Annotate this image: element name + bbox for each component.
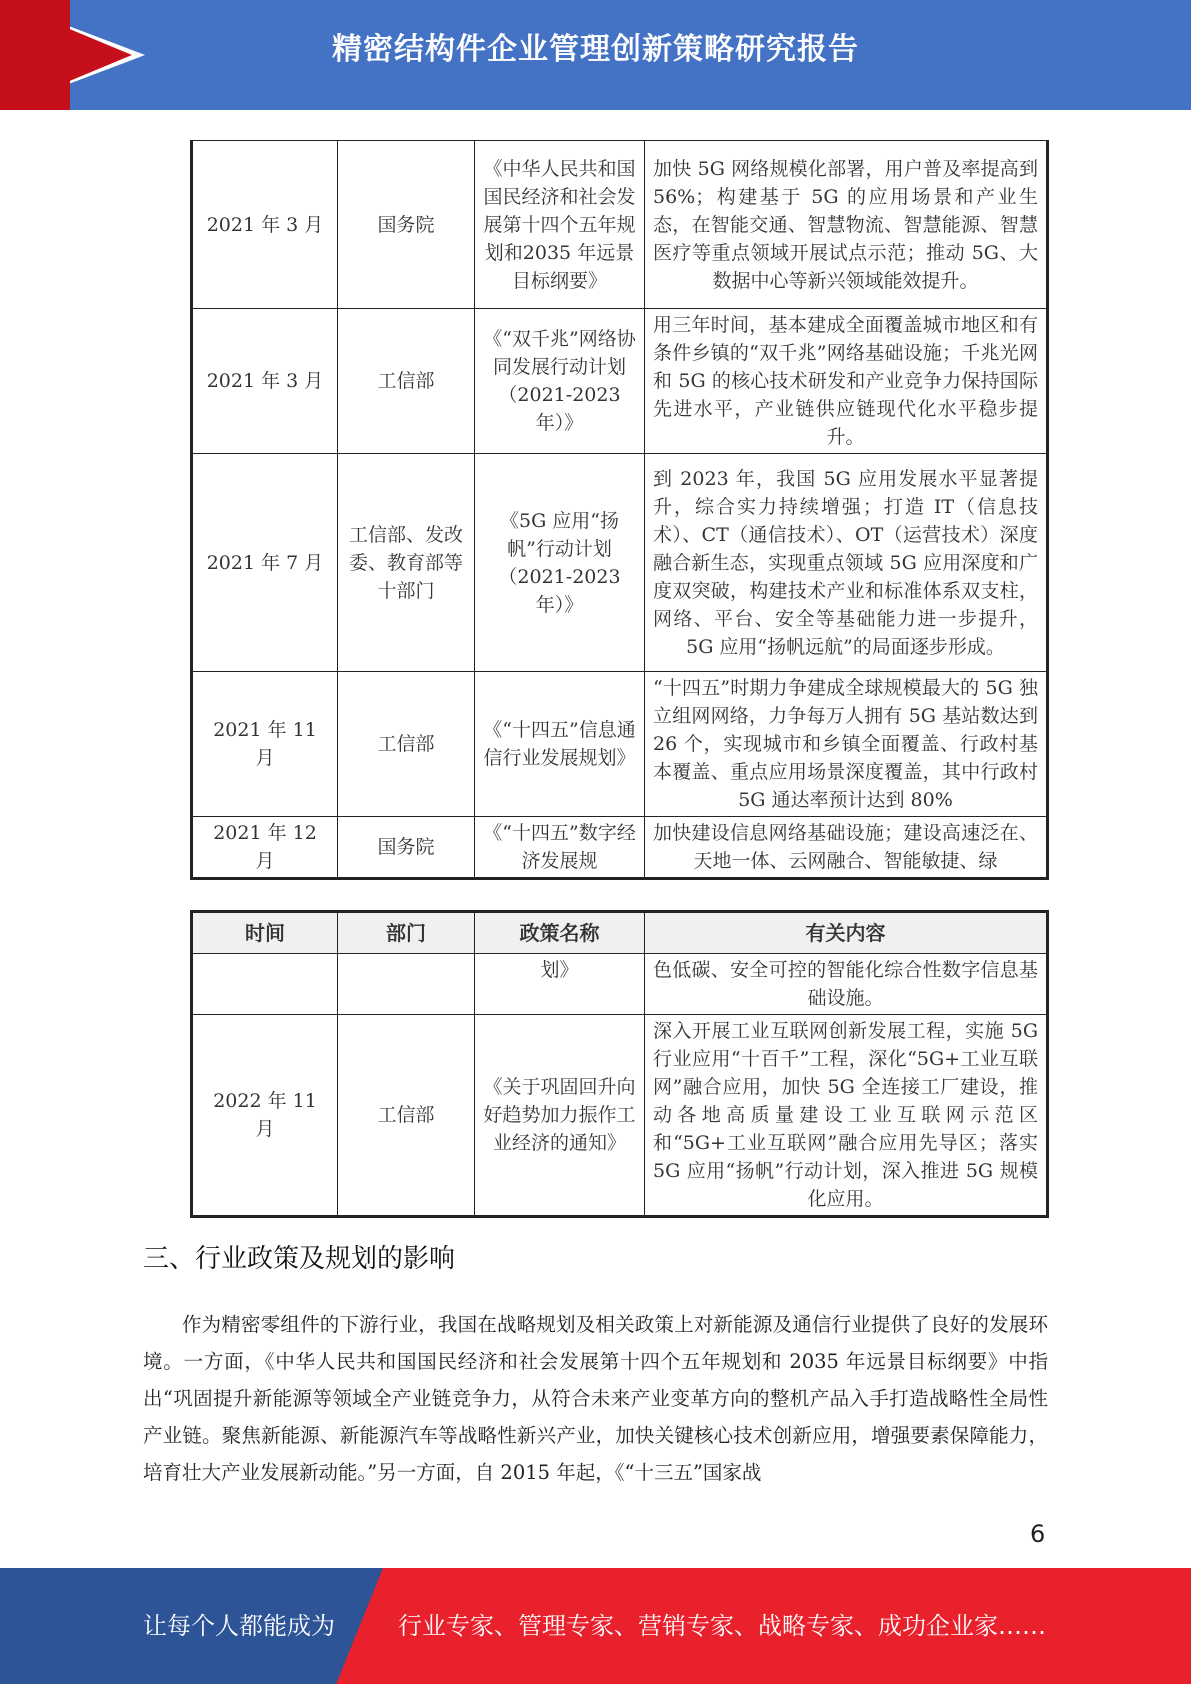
- cell-dept: 工信部: [338, 672, 475, 817]
- policy-table-next-page: [190, 910, 1049, 1218]
- table-row: [192, 141, 1048, 309]
- header-content: 有关内容: [645, 912, 1048, 954]
- cell-dept: 工信部: [338, 309, 475, 454]
- header-time: 时间: [192, 912, 338, 954]
- cell-policy: 《5G 应用“扬帆”行动计划（2021-2023年）》: [475, 454, 645, 672]
- table-header-row: [192, 912, 1048, 954]
- cell-time: 2022 年 11 月: [192, 1015, 338, 1217]
- page-number: 6: [1030, 1520, 1046, 1548]
- cell-time: 2021 年 11 月: [192, 672, 338, 817]
- body-paragraph: [143, 1306, 1048, 1491]
- cell-content: 加快 5G 网络规模化部署，用户普及率提高到 56%；构建基于 5G 的应用场景和产业生态，在智能交通、智慧物流、智慧能源、智慧医疗等重点领域开展试点示范；推动 5G、大数据中心等新兴领域能效提升。: [645, 141, 1048, 309]
- footer-slogan-left: 让每个人都能成为: [143, 1612, 335, 1640]
- page-footer: [0, 1568, 1191, 1684]
- table-row: [192, 309, 1048, 454]
- table-row: [192, 672, 1048, 817]
- table-row: [192, 954, 1048, 1015]
- cell-dept: 工信部: [338, 1015, 475, 1217]
- cell-time: 2021 年 7 月: [192, 454, 338, 672]
- table-row: [192, 817, 1048, 879]
- footer-slogan-right: 行业专家、管理专家、营销专家、战略专家、成功企业家……: [398, 1612, 1046, 1640]
- policy-table-continued: [190, 140, 1049, 880]
- cell-content: “十四五”时期力争建成全球规模最大的 5G 独立组网网络，力争每万人拥有 5G 基站数达到 26 个，实现城市和乡镇全面覆盖、行政村基本覆盖、重点应用场景深度覆盖，其中行政村 5G 通达率预计达到 80%: [645, 672, 1048, 817]
- cell-time: 2021 年 3 月: [192, 309, 338, 454]
- cell-time: [192, 954, 338, 1015]
- cell-policy: 划》: [475, 954, 645, 1015]
- page-header: [0, 0, 1191, 110]
- cell-content: 用三年时间，基本建成全面覆盖城市地区和有条件乡镇的“双千兆”网络基础设施；千兆光网和 5G 的核心技术研发和产业竞争力保持国际先进水平，产业链供应链现代化水平稳步提升。: [645, 309, 1048, 454]
- table-row: [192, 454, 1048, 672]
- header-dept: 部门: [338, 912, 475, 954]
- cell-policy: 《“十四五”信息通信行业发展规划》: [475, 672, 645, 817]
- cell-content: 加快建设信息网络基础设施；建设高速泛在、天地一体、云网融合、智能敏捷、绿: [645, 817, 1048, 879]
- cell-dept: [338, 954, 475, 1015]
- cell-dept: 国务院: [338, 817, 475, 879]
- cell-time: 2021 年 12 月: [192, 817, 338, 879]
- cell-dept: 工信部、发改委、教育部等十部门: [338, 454, 475, 672]
- header-title: 精密结构件企业管理创新策略研究报告: [332, 32, 859, 67]
- cell-content: 色低碳、安全可控的智能化综合性数字信息基础设施。: [645, 954, 1048, 1015]
- section-title: 三、行业政策及规划的影响: [143, 1244, 456, 1274]
- header-policy: 政策名称: [475, 912, 645, 954]
- cell-policy: 《“双千兆”网络协同发展行动计划（2021-2023年）》: [475, 309, 645, 454]
- cell-content: 到 2023 年，我国 5G 应用发展水平显著提升，综合实力持续增强；打造 IT（信息技术）、CT（通信技术）、OT（运营技术）深度融合新生态，实现重点领域 5G 应用深度和广度双突破，构建技术产业和标准体系双支柱，网络、平台、安全等基础能力进一步提升，5G 应用“扬帆远航”的局面逐步形成。: [645, 454, 1048, 672]
- cell-time: 2021 年 3 月: [192, 141, 338, 309]
- cell-dept: 国务院: [338, 141, 475, 309]
- cell-policy: 《中华人民共和国国民经济和社会发展第十四个五年规划和2035 年远景目标纲要》: [475, 141, 645, 309]
- paragraph-text: 作为精密零组件的下游行业，我国在战略规划及相关政策上对新能源及通信行业提供了良好的发展环境。一方面，《中华人民共和国国民经济和社会发展第十四个五年规划和 2035 年远景目标纲要》中指出“巩固提升新能源等领域全产业链竞争力，从符合未来产业变革方向的整机产品入手打造战略性全局性产业链。聚焦新能源、新能源汽车等战略性新兴产业，加快关键核心技术创新应用，增强要素保障能力，培育壮大产业发展新动能。”另一方面，自 2015 年起，《“十三五”国家战: [143, 1313, 1048, 1484]
- cell-policy: 《“十四五”数字经济发展规: [475, 817, 645, 879]
- cell-content: 深入开展工业互联网创新发展工程，实施 5G 行业应用“十百千”工程，深化“5G+工业互联网”融合应用，加快 5G 全连接工厂建设，推动各地高质量建设工业互联网示范区和“5G+工业互联网”融合应用先导区；落实 5G 应用“扬帆”行动计划，深入推进 5G 规模化应用。: [645, 1015, 1048, 1217]
- cell-policy: 《关于巩固回升向好趋势加力振作工业经济的通知》: [475, 1015, 645, 1217]
- table-row: [192, 1015, 1048, 1217]
